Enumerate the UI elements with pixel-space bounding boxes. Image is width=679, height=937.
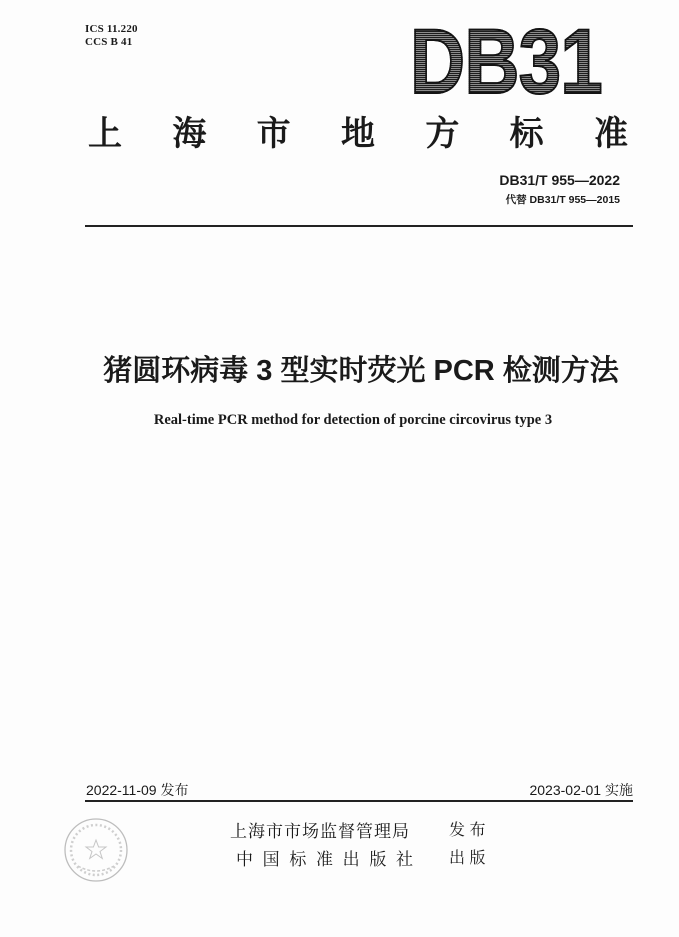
standard-number: DB31/T 955—2022 [499,172,620,188]
ccs-code: CCS B 41 [85,36,133,48]
implementation-date: 2023-02-01 实施 [529,782,633,798]
header-divider [85,225,633,227]
publisher-issuer-name: 上海市市场监督管理局 [230,822,410,841]
db31-logo: DB31 [410,11,602,113]
ics-code: ICS 11.220 [85,23,138,35]
title-english: Real-time PCR method for detection of porcine circovirus type 3 [153,412,553,428]
publisher-press-name: 中 国 标 准 出 版 社 [236,850,413,869]
title-chinese: 猪圆环病毒 3 型实时荧光 PCR 检测方法 [103,355,619,387]
standard-category: 上 海 市 地 方 标 准 [88,115,628,153]
replaces-standard: 代替 DB31/T 955—2015 [505,194,620,206]
seal-stamp-icon [58,814,134,886]
publisher-press-role: 出 版 [449,850,486,867]
footer-divider [85,800,633,802]
issue-date: 2022-11-09 发布 [86,782,189,798]
publisher-issuer-role: 发 布 [449,822,486,839]
